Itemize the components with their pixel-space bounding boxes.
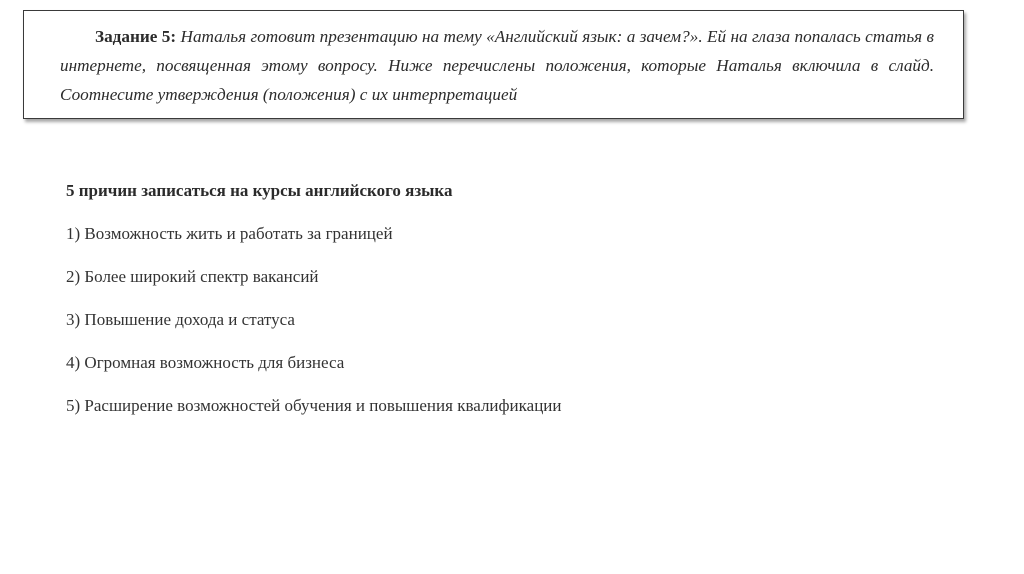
task-paragraph — [60, 22, 934, 109]
reasons-list — [66, 223, 946, 417]
reason-item-4: 4) Огромная возможность для бизнеса — [66, 353, 345, 372]
reasons-title: 5 причин записаться на курсы английского языка — [66, 181, 453, 200]
reasons-section — [66, 180, 946, 438]
reason-item-5: 5) Расширение возможностей обучения и повышения квалификации — [66, 396, 562, 415]
reason-item-3: 3) Повышение дохода и статуса — [66, 310, 295, 329]
reason-item-2: 2) Более широкий спектр вакансий — [66, 267, 319, 286]
task-label: Задание 5: — [95, 27, 177, 46]
task-box — [23, 10, 964, 119]
task-text: Наталья готовит презентацию на тему «Английский язык: а зачем?». Ей на глаза попалась статья в интернете, посвященная этому вопросу. Ниже перечислены положения, которые Наталья включила в слайд. Соотнесите утверждения (положения) с их интерпретацией — [60, 27, 935, 104]
reason-item-1: 1) Возможность жить и работать за границей — [66, 224, 393, 243]
